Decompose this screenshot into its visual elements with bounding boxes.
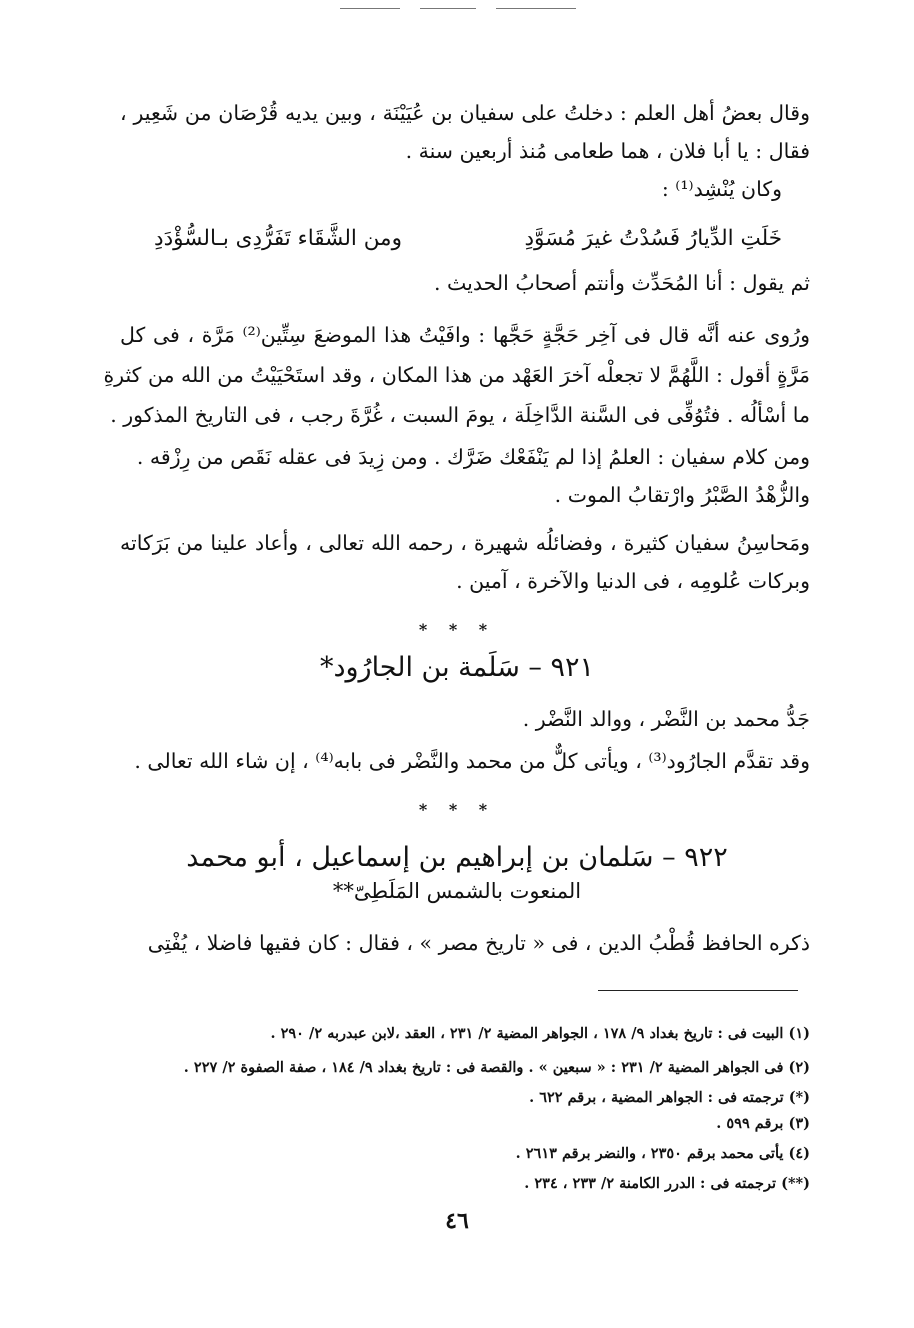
entry-922-line: ذكره الحافظ قُطْبُ الدين ، فى « تاريخ مصر » ، فقال : كان فقيها فاضلا ، يُفْتِى xyxy=(147,931,810,955)
verse-first-hemistich: خَلَتِ الدِّيارُ فَسُدْتُ غيرَ مُسَوَّدِ xyxy=(524,226,782,251)
entry-922-title: ٩٢٢ – سَلمان بن إبراهيم بن إسماعيل ، أبو محمد xyxy=(186,842,728,873)
entry-921-line: جَدُّ محمد بن النَّضْر ، ووالد النَّضْر . xyxy=(522,707,810,731)
footnote: (**) ترجمته فى : الدرر الكامنة ٢/ ٢٣٣ ، ٢٣٤ . xyxy=(524,1175,810,1192)
body-line: وقال بعضُ أهل العلم : دخلتُ على سفيان بن عُيَيْنَة ، وبين يديه قُرْصَان من شَعِير ، xyxy=(120,101,810,125)
footnote: (٤) يأتى محمد برقم ٢٣٥٠ ، والنضر برقم ٢٦١٣ . xyxy=(515,1145,810,1162)
section-separator: * * * xyxy=(418,620,496,639)
body-line: ورُوى عنه أنَّه قال فى آخِر حَجَّةٍ حَجَّها : وافَيْتُ هذا الموضعَ سِتِّين⁽²⁾ مَرَّة ، فى كل xyxy=(120,323,810,347)
entry-922-subtitle: المنعوت بالشمس المَلَطِىّ** xyxy=(332,879,582,903)
footnote-divider xyxy=(598,990,798,991)
page-number: ٤٦ xyxy=(445,1208,469,1234)
section-separator: * * * xyxy=(418,800,496,819)
footnote: (*) ترجمته فى : الجواهر المضية ، برقم ٦٢٢ . xyxy=(529,1089,810,1106)
body-line: ومَحاسِنُ سفيان كثيرة ، وفضائلُه شهيرة ، رحمه الله تعالى ، وأعاد علينا من بَرَكاته xyxy=(120,531,810,555)
footnote: (٣) برقم ٥٩٩ . xyxy=(716,1115,810,1132)
verse-second-hemistich: ومن الشَّقَاء تَفَرُّدِى بـالسُّؤْدَدِ xyxy=(154,226,402,251)
footnote: (٢) فى الجواهر المضية ٢/ ٢٣١ : « سبعين » . والقصة فى : تاريخ بغداد ٩/ ١٨٤ ، صفة الصفوة ٢/ ٢٢٧ . xyxy=(183,1059,810,1076)
body-line: والزُّهْدُ الصَّبْرُ وارْتقابُ الموت . xyxy=(554,483,810,507)
footnote: (١) البيت فى : تاريخ بغداد ٩/ ١٧٨ ، الجواهر المضية ٢/ ٢٣١ ، العقد ،لابن عبدربه ٢/ ٢٩٠ . xyxy=(270,1025,810,1042)
body-line: وكان يُنْشِد⁽¹⁾ : xyxy=(661,177,782,201)
body-line: فقال : يا أبا فلان ، هما طعامى مُنذ أربعين سنة . xyxy=(405,139,810,163)
body-line: ثم يقول : أنا المُحَدِّث وأنتم أصحابُ الحديث . xyxy=(434,271,810,295)
body-line: ما أسْألُه . فتُوُفِّى فى السَّنة الدَّاخِلَة ، يومَ السبت ، غُرَّةَ رجب ، فى التاريخ المذكور . xyxy=(110,403,810,427)
top-header-rules xyxy=(340,8,580,10)
body-line: وبركات عُلومِه ، فى الدنيا والآخرة ، آمين . xyxy=(456,569,810,593)
entry-921-title: ٩٢١ – سَلَمة بن الجارُود* xyxy=(319,652,595,683)
entry-921-line: وقد تقدَّم الجارُود⁽³⁾ ، ويأتى كلٌّ من محمد والنَّضْر فى بابه⁽⁴⁾ ، إن شاء الله تعالى . xyxy=(134,749,810,773)
body-line: ومن كلام سفيان : العلمُ إذا لم يَنْفَعْك ضَرَّك . ومن زِيدَ فى عقله نَقَص من رِزْقه . xyxy=(136,445,810,469)
body-line: مَرَّةٍ أقول : اللَّهُمَّ لا تجعلْه آخرَ العَهْد من هذا المكان ، وقد استَحْيَيْتُ من الله من كثرةِ xyxy=(103,363,810,387)
